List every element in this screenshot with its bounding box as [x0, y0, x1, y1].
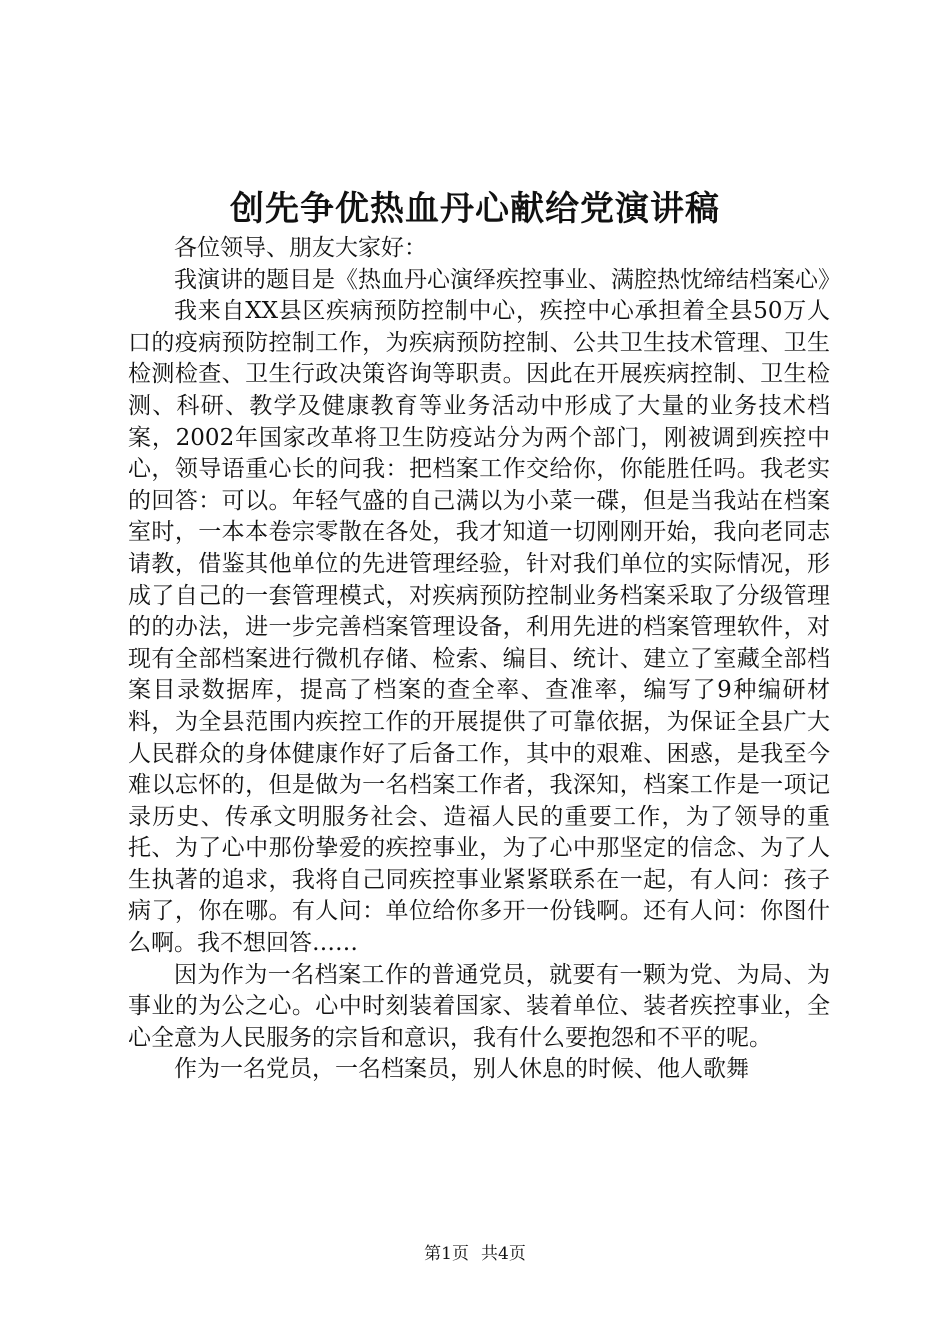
paragraph-topic: 我演讲的题目是《热血丹心演绎疾控事业、满腔热忱缔结档案心》 — [174, 266, 841, 293]
document-body — [128, 233, 841, 1086]
paragraph-closing: 作为一名党员，一名档案员，别人休息的时候、他人歌舞 — [174, 1056, 749, 1083]
page-footer — [0, 1242, 950, 1266]
paragraph-main: 我来自XX县区疾病预防控制中心，疾控中心承担着全县50万人口的疫病预防控制工作，为疾病预防控制、公共卫生技术管理、卫生检测检查、卫生行政决策咨询等职责。因此在开展疾病控制、卫生检测、科研、教学及健康教育等业务活动中形成了大量的业务技术档案，2002年国家改革将卫生防疫站分为两个部门，刚被调到疾控中心，领导语重心长的问我：把档案工作交给你，你能胜任吗。我老实的回答：可以。年轻气盛的自己满以为小菜一碟，但是当我站在档案室时，一本本卷宗零散在各处，我才知道一切刚刚开始，我向老同志请教，借鉴其他单位的先进管理经验，针对我们单位的实际情况，形成了自己的一套管理模式，对疾病预防控制业务档案采取了分级管理的的办法，进一步完善档案管理设备，利用先进的档案管理软件，对现有全部档案进行微机存储、检索、编目、统计、建立了室藏全部档案目录数据库，提高了档案的查全率、查准率，编写了9种编研材料，为全县范围内疾控工作的开展提供了可靠依据，为保证全县广大人民群众的身体健康作好了后备工作，其中的艰难、困惑，是我至今难以忘怀的，但是做为一名档案工作者，我深知，档案工作是一项记录历史、传承文明服务社会、造福人民的重要工作，为了领导的重托、为了心中那份挚爱的疾控事业，为了心中那坚定的信念、为了人生执著的追求，我将自己同疾控事业紧紧联系在一起，有人问：孩子病了，你在哪。有人问：单位给你多开一份钱啊。还有人问：你图什么啊。我不想回答…… — [128, 298, 830, 957]
paragraph-reason: 因为作为一名档案工作的普通党员，就要有一颗为党、为局、为事业的为公之心。心中时刻装着国家、装着单位、装者疾控事业，全心全意为人民服务的宗旨和意识，我有什么要抱怨和不平的呢。 — [128, 961, 830, 1051]
paragraph-greeting: 各位领导、朋友大家好： — [174, 235, 427, 261]
page-total: 共4页 — [481, 1244, 526, 1264]
document-title: 创先争优热血丹心献给党演讲稿 — [230, 189, 720, 229]
page-number: 第1页 — [424, 1244, 469, 1264]
